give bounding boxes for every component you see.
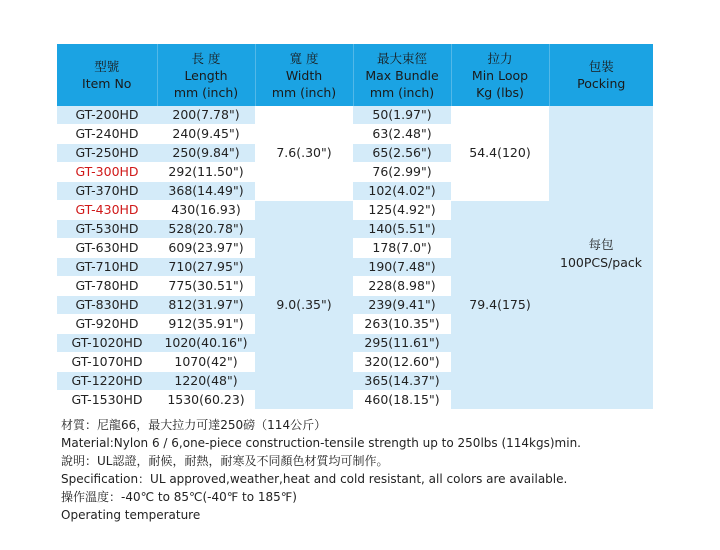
length-cell: 200(7.78") [157, 106, 255, 125]
length-cell: 528(20.78") [157, 220, 255, 239]
item-no-cell: GT-630HD [57, 239, 157, 258]
header-label-en1: Length [184, 67, 228, 83]
width-cell: 7.6(.30") [255, 106, 353, 201]
length-cell: 912(35.91") [157, 315, 255, 334]
item-no-cell: GT-430HD [57, 201, 157, 220]
material-note-en: Material:Nylon 6 / 6,one-piece construction-tensile strength up to 250lbs (114kgs)min. [61, 436, 581, 450]
max-bundle-cell: 320(12.60") [353, 353, 451, 372]
notes-section [61, 416, 581, 524]
max-bundle-cell: 295(11.61") [353, 334, 451, 353]
length-cell: 1020(40.16") [157, 334, 255, 353]
max-bundle-header [353, 44, 451, 106]
length-cell: 710(27.95") [157, 258, 255, 277]
packing-label-en: 100PCS/pack [560, 254, 642, 270]
header-label-en2: mm (inch) [271, 84, 337, 100]
header-label-cn: 型號 [94, 59, 120, 74]
length-cell: 1220(48") [157, 372, 255, 391]
max-bundle-cell: 76(2.99") [353, 163, 451, 182]
header-label-en2: mm (inch) [369, 84, 435, 100]
max-bundle-cell: 178(7.0") [353, 239, 451, 258]
min-loop-cell: 54.4(120) [451, 106, 549, 201]
item-no-cell: GT-370HD [57, 182, 157, 201]
max-bundle-cell: 190(7.48") [353, 258, 451, 277]
length-cell: 609(23.97") [157, 239, 255, 258]
length-cell: 250(9.84") [157, 144, 255, 163]
header-label-cn: 長 度 [191, 50, 221, 66]
header-label-en1: Pocking [577, 76, 626, 91]
table-row [57, 106, 653, 125]
width-header [255, 44, 353, 106]
header-label-en2: mm (inch) [173, 84, 239, 100]
temperature-note-en: Operating temperature [61, 508, 201, 522]
max-bundle-cell: 65(2.56") [353, 144, 451, 163]
table-body [57, 106, 653, 410]
item-no-cell: GT-240HD [57, 125, 157, 144]
max-bundle-cell: 102(4.02") [353, 182, 451, 201]
item-no-cell: GT-1020HD [57, 334, 157, 353]
length-cell: 1070(42") [157, 353, 255, 372]
item-no-cell: GT-780HD [57, 277, 157, 296]
header-label-en1: Min Loop [471, 67, 529, 83]
length-cell: 292(11.50") [157, 163, 255, 182]
item-no-cell: GT-830HD [57, 296, 157, 315]
length-header [157, 44, 255, 106]
item-no-cell: GT-1530HD [57, 391, 157, 410]
material-note-cn: 材質：尼龍66，最大拉力可達250磅（114公斤） [61, 418, 327, 432]
item-no-header [57, 44, 157, 106]
header-label-en1: Item No [82, 76, 132, 91]
max-bundle-cell: 460(18.15") [353, 391, 451, 410]
max-bundle-cell: 125(4.92") [353, 201, 451, 220]
packing-header [549, 44, 653, 106]
max-bundle-cell: 263(10.35") [353, 315, 451, 334]
length-cell: 1530(60.23) [157, 391, 255, 410]
length-cell: 368(14.49") [157, 182, 255, 201]
packing-cell [549, 106, 653, 410]
item-no-cell: GT-300HD [57, 163, 157, 182]
item-no-cell: GT-530HD [57, 220, 157, 239]
temperature-note-cn: 操作溫度：-40℃ to 85℃(-40℉ to 185℉) [61, 490, 297, 504]
header-label-en1: Max Bundle [365, 67, 439, 83]
header-label-cn: 拉力 [487, 50, 513, 66]
item-no-cell: GT-710HD [57, 258, 157, 277]
length-cell: 775(30.51") [157, 277, 255, 296]
length-cell: 430(16.93) [157, 201, 255, 220]
spec-table [57, 44, 653, 410]
spec-note-cn: 說明：UL認證，耐候，耐熱，耐寒及不同顏色材質均可制作。 [61, 454, 389, 468]
item-no-cell: GT-1070HD [57, 353, 157, 372]
max-bundle-cell: 140(5.51") [353, 220, 451, 239]
min-loop-cell: 79.4(175) [451, 201, 549, 410]
min-loop-header [451, 44, 549, 106]
header-label-en1: Width [285, 67, 323, 83]
header-label-cn: 寬 度 [289, 50, 319, 66]
max-bundle-cell: 365(14.37") [353, 372, 451, 391]
width-cell: 9.0(.35") [255, 201, 353, 410]
spec-note-en: Specification：UL approved,weather,heat and cold resistant, all colors are available. [61, 472, 568, 486]
length-cell: 812(31.97") [157, 296, 255, 315]
item-no-cell: GT-1220HD [57, 372, 157, 391]
header-row [57, 44, 653, 106]
header-label-cn: 最大束徑 [376, 50, 427, 66]
max-bundle-cell: 228(8.98") [353, 277, 451, 296]
max-bundle-cell: 239(9.41") [353, 296, 451, 315]
packing-label-cn: 每包 [588, 236, 614, 252]
header-label-en2: Kg (lbs) [476, 84, 524, 100]
length-cell: 240(9.45") [157, 125, 255, 144]
max-bundle-cell: 50(1.97") [353, 106, 451, 125]
item-no-cell: GT-250HD [57, 144, 157, 163]
item-no-cell: GT-200HD [57, 106, 157, 125]
max-bundle-cell: 63(2.48") [353, 125, 451, 144]
item-no-cell: GT-920HD [57, 315, 157, 334]
header-label-cn: 包裝 [588, 59, 614, 74]
